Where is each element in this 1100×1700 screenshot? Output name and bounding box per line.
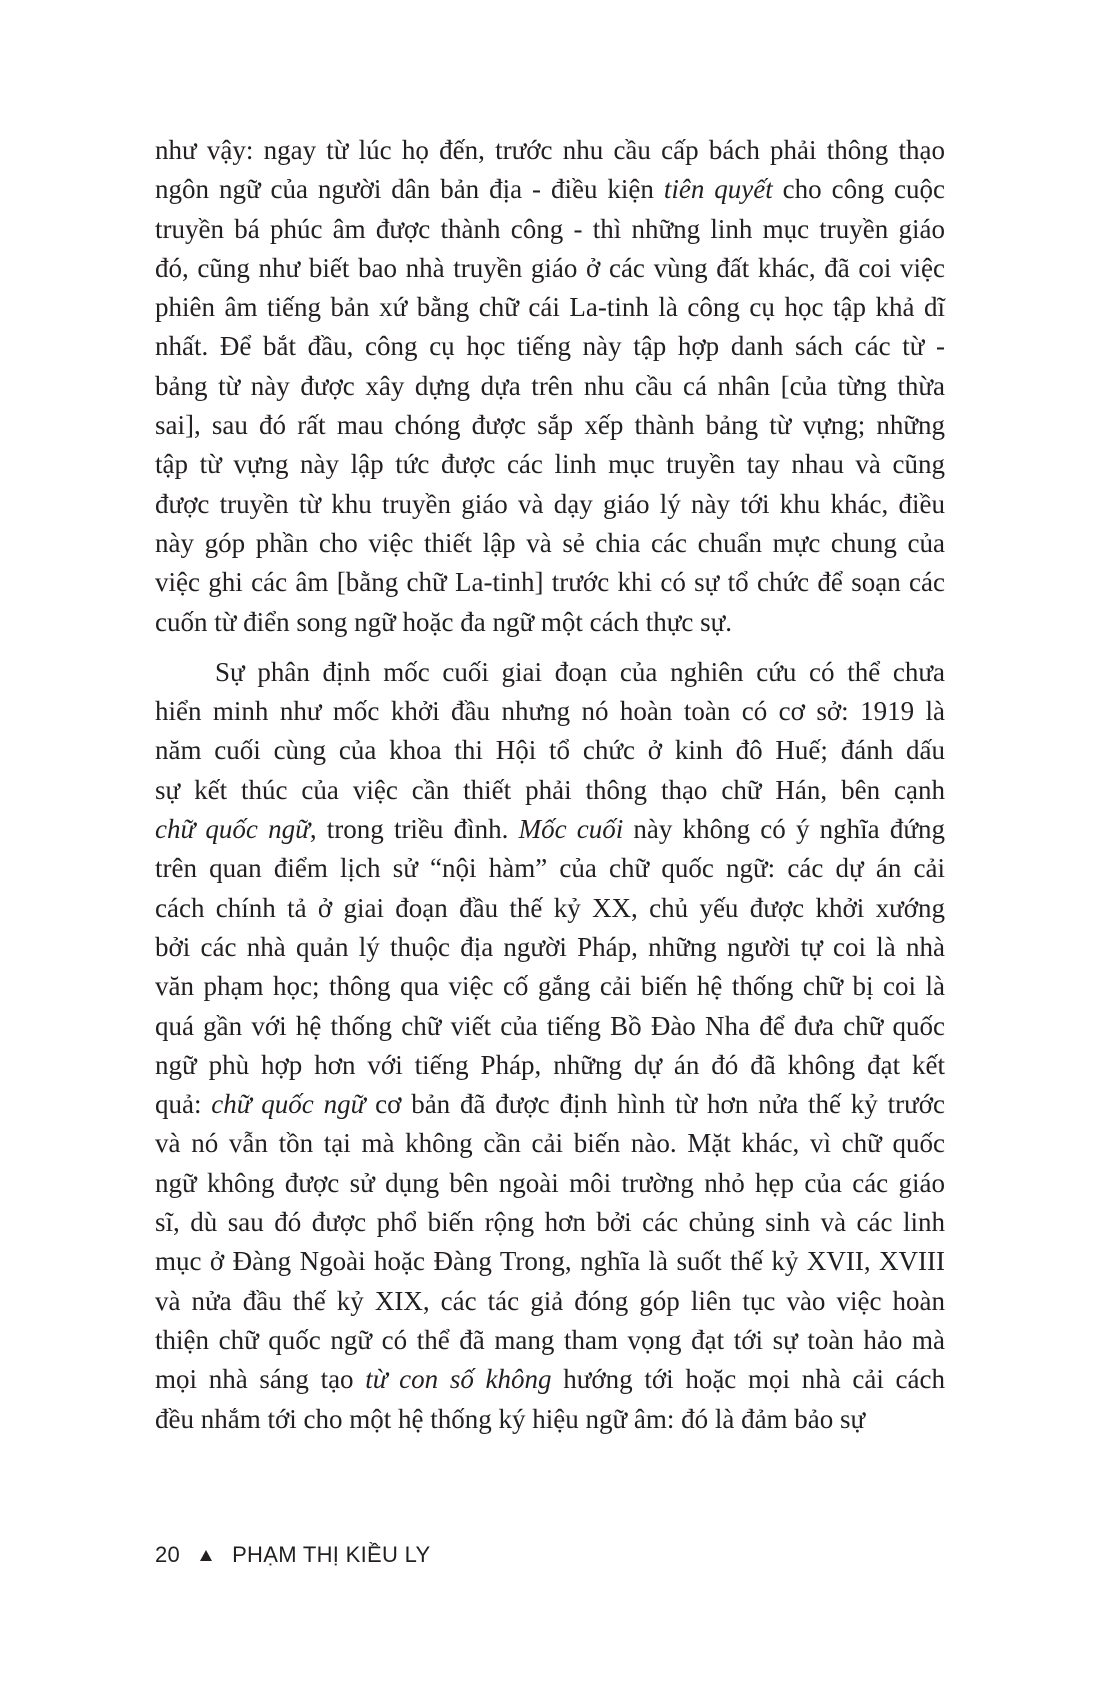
- text-line: [155, 928, 945, 967]
- text-line: [155, 1124, 945, 1163]
- text-run: mọi nhà sáng tạo: [155, 1364, 366, 1395]
- text-line: [155, 563, 945, 602]
- author-name: PHẠM THỊ KIỀU LY: [232, 1542, 431, 1567]
- text-line: [155, 810, 945, 849]
- body-text: [155, 131, 945, 1439]
- text-run: thiện chữ quốc ngữ có thể đã mang tham vọng đạt tới sự toàn hảo mà: [155, 1324, 945, 1355]
- text-line: [155, 731, 945, 770]
- text-run: , trong triều đình.: [309, 814, 519, 845]
- text-line: [155, 603, 945, 642]
- text-line: [155, 1046, 945, 1085]
- paragraph: [155, 653, 945, 1439]
- text-run: cách chính tả ở giai đoạn đầu thế kỷ XX, chủ yếu được khởi xướng: [155, 892, 945, 923]
- text-line: [155, 889, 945, 928]
- text-line: [155, 327, 945, 366]
- text-line: [155, 653, 945, 692]
- text-run: ngữ phù hợp hơn với tiếng Pháp, những dự án đó đã không đạt kết: [155, 1049, 945, 1080]
- text-run: văn phạm học; thông qua việc cố gắng cải biến hệ thống chữ bị coi là: [155, 971, 945, 1002]
- italic-text: chữ quốc ngữ: [155, 814, 310, 845]
- paragraph: [155, 131, 945, 642]
- text-run: cho công cuộc: [772, 174, 945, 205]
- italic-text: chữ quốc ngữ: [211, 1089, 366, 1120]
- text-line: [155, 967, 945, 1006]
- text-run: được truyền từ khu truyền giáo và dạy giáo lý này tới khu khác, điều: [155, 488, 945, 519]
- text-run: quả:: [155, 1089, 212, 1120]
- text-run: truyền bá phúc âm được thành công - thì những linh mục truyền giáo: [155, 213, 945, 244]
- text-line: [155, 1164, 945, 1203]
- text-run: Sự phân định mốc cuối giai đoạn của nghiên cứu có thể chưa: [215, 656, 945, 687]
- text-line: [155, 524, 945, 563]
- text-line: [155, 1085, 945, 1124]
- text-run: cơ bản đã được định hình từ hơn nửa thế kỷ trước: [365, 1089, 945, 1120]
- text-run: ngữ không được sử dụng bên ngoài môi trường nhỏ hẹp của các giáo: [155, 1167, 945, 1198]
- page-number: 20: [155, 1542, 181, 1567]
- text-line: [155, 288, 945, 327]
- text-run: bởi các nhà quản lý thuộc địa người Pháp, những người tự coi là nhà: [155, 931, 945, 962]
- page-footer: [155, 1540, 430, 1570]
- text-run: này không có ý nghĩa đứng: [623, 814, 945, 845]
- text-run: đều nhắm tới cho một hệ thống ký hiệu ngữ âm: đó là đảm bảo sự: [155, 1403, 866, 1434]
- text-line: [155, 1203, 945, 1242]
- text-run: nhất. Để bắt đầu, công cụ học tiếng này tập hợp danh sách các từ -: [155, 331, 945, 362]
- text-run: trên quan điểm lịch sử “nội hàm” của chữ quốc ngữ: các dự án cải: [155, 853, 945, 884]
- text-run: sĩ, dù sau đó được phổ biến rộng hơn bởi các chủng sinh và các linh: [155, 1207, 945, 1238]
- text-run: sai], sau đó rất mau chóng được sắp xếp thành bảng từ vựng; những: [155, 410, 945, 441]
- text-run: hiển minh như mốc khởi đầu nhưng nó hoàn toàn có cơ sở: 1919 là: [155, 696, 945, 727]
- text-run: như vậy: ngay từ lúc họ đến, trước nhu cầu cấp bách phải thông thạo: [155, 135, 945, 165]
- text-line: [155, 692, 945, 731]
- italic-text: tiên quyết: [663, 174, 773, 205]
- text-line: [155, 249, 945, 288]
- text-run: tập từ vựng này lập tức được các linh mục truyền tay nhau và cũng: [155, 449, 945, 480]
- text-run: quá gần với hệ thống chữ viết của tiếng Bồ Đào Nha để đưa chữ quốc: [155, 1010, 945, 1041]
- text-line: [155, 210, 945, 249]
- text-line: [155, 367, 945, 406]
- text-line: [155, 485, 945, 524]
- text-run: phiên âm tiếng bản xứ bằng chữ cái La-tinh là công cụ học tập khả dĩ: [155, 292, 945, 323]
- text-line: [155, 1360, 945, 1399]
- text-line: [155, 1007, 945, 1046]
- italic-text: Mốc cuối: [518, 814, 624, 845]
- text-line: [155, 1321, 945, 1360]
- text-run: năm cuối cùng của khoa thi Hội tổ chức ở kinh đô Huế; đánh dấu: [155, 735, 945, 766]
- text-line: [155, 1282, 945, 1321]
- text-run: này góp phần cho việc thiết lập và sẻ chia các chuẩn mực chung của: [155, 527, 945, 558]
- text-line: [155, 849, 945, 888]
- text-run: việc ghi các âm [bằng chữ La-tinh] trước khi có sự tổ chức để soạn các: [155, 567, 945, 598]
- text-run: đó, cũng như biết bao nhà truyền giáo ở các vùng đất khác, đã coi việc: [155, 252, 945, 283]
- text-run: sự kết thúc của việc cần thiết phải thông thạo chữ Hán, bên cạnh: [155, 774, 945, 805]
- text-line: [155, 771, 945, 810]
- triangle-up-icon: [200, 1550, 212, 1561]
- text-run: hướng tới hoặc mọi nhà cải cách: [551, 1364, 945, 1395]
- italic-text: từ con số không: [365, 1364, 552, 1395]
- text-run: và nửa đầu thế kỷ XIX, các tác giả đóng góp liên tục vào việc hoàn: [155, 1285, 945, 1316]
- text-run: mục ở Đàng Ngoài hoặc Đàng Trong, nghĩa là suốt thế kỷ XVII, XVIII: [155, 1246, 945, 1277]
- text-run: và nó vẫn tồn tại mà không cần cải biến nào. Mặt khác, vì chữ quốc: [155, 1128, 945, 1159]
- text-line: [155, 170, 945, 209]
- text-line: [155, 131, 945, 170]
- text-run: bảng từ này được xây dựng dựa trên nhu cầu cá nhân [của từng thừa: [155, 370, 945, 401]
- text-run: cuốn từ điển song ngữ hoặc đa ngữ một cách thực sự.: [155, 606, 733, 637]
- text-line: [155, 1242, 945, 1281]
- text-line: [155, 406, 945, 445]
- text-line: [155, 1400, 945, 1439]
- text-run: ngôn ngữ của người dân bản địa - điều kiện: [155, 174, 664, 205]
- text-line: [155, 445, 945, 484]
